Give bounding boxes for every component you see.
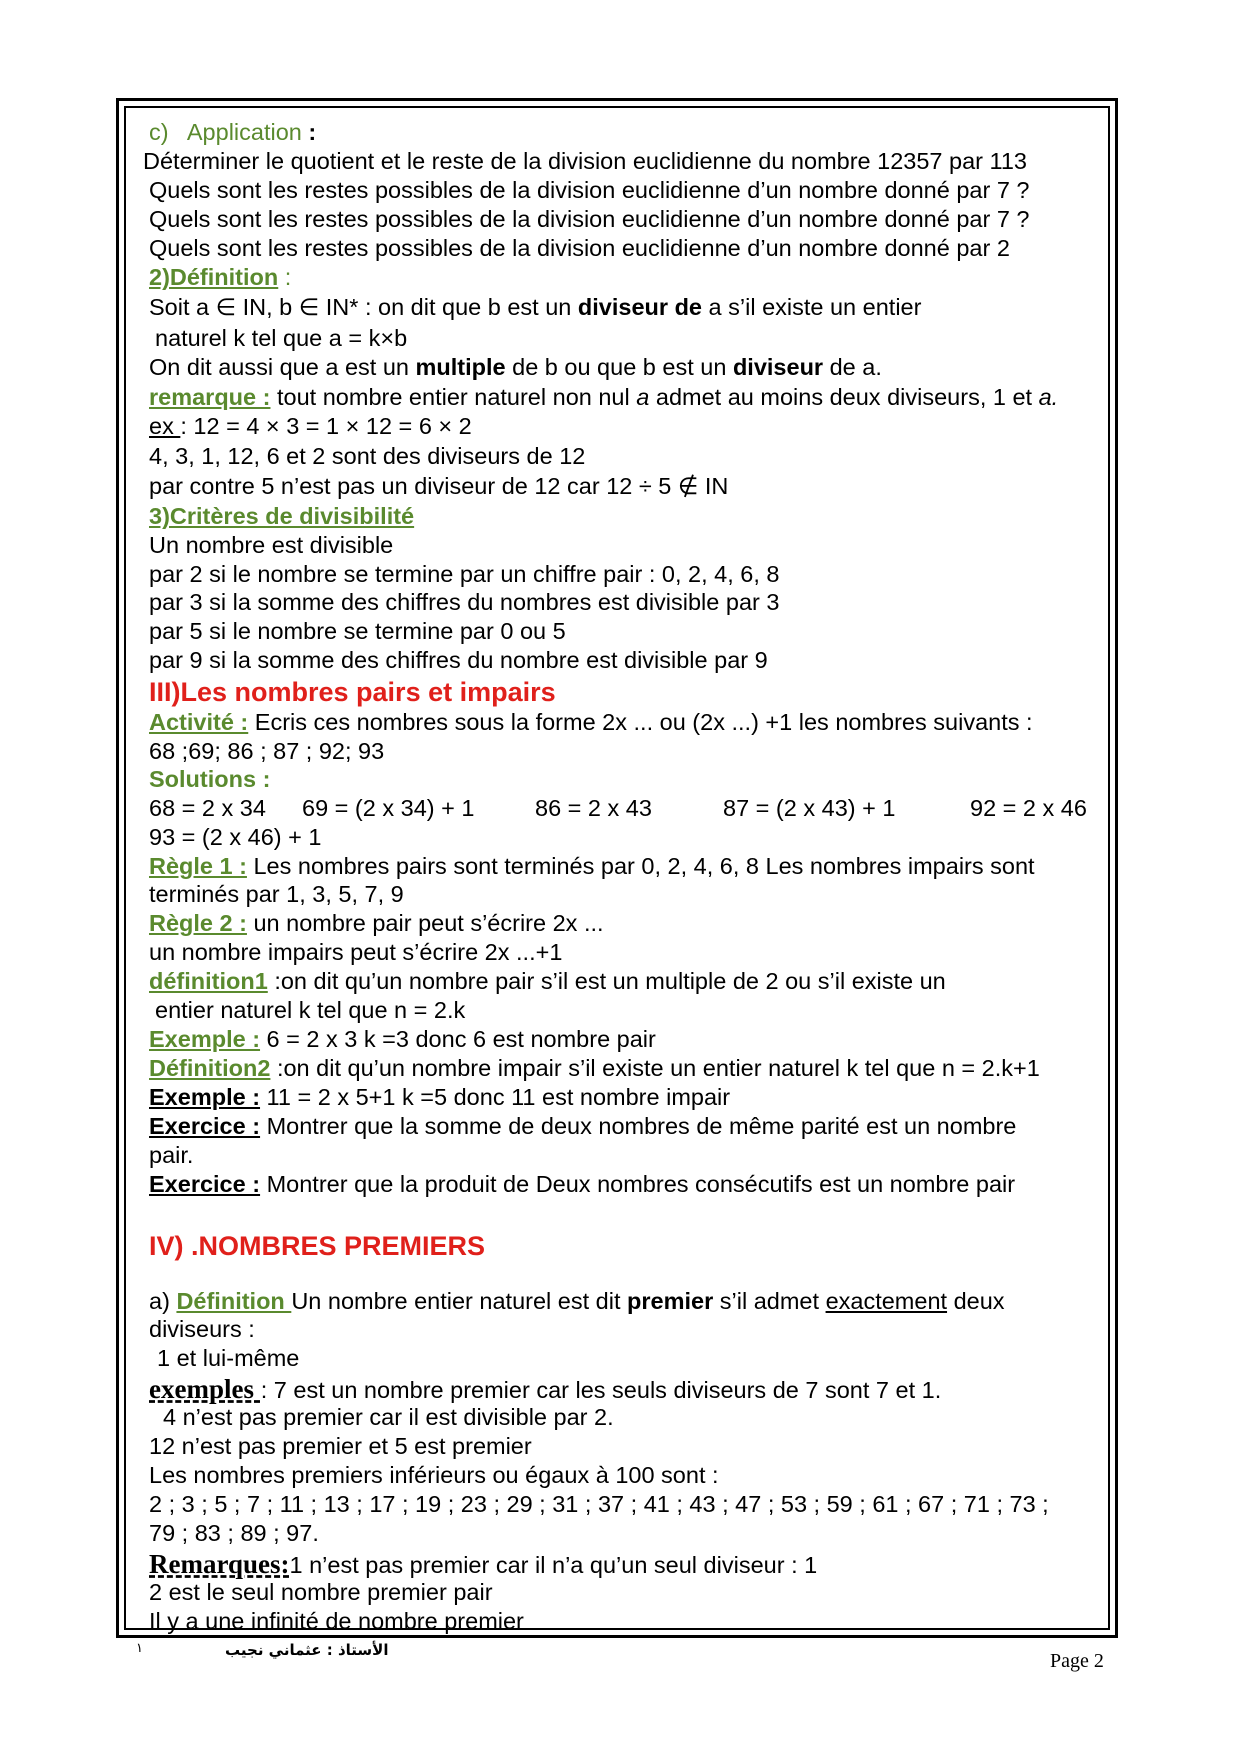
definition-line-2: naturel k tel que a = k×b [155,325,408,351]
solutions-row [0,794,1240,823]
solution-68: 68 = 2 x 34 [149,795,266,821]
example-odd: Exemple : 11 = 2 x 5+1 k =5 donc 11 est nombre impair [149,1084,731,1110]
prime-definition-line-1: a) Définition Un nombre entier naturel est dit premier s’il admet exactement deux [149,1288,1005,1314]
definition1-line-2: entier naturel k tel que n = 2.k [155,997,466,1023]
solutions-heading: Solutions : [149,766,271,792]
footer-page-number: Page 2 [1050,1650,1104,1672]
definition-line-1: Soit a ∈ IN, b ∈ IN* : on dit que b est un diviseur de a s’il existe un entier [149,294,922,320]
rule-2-line-1: Règle 2 : un nombre pair peut s’écrire 2x ... [149,910,604,936]
remarks-line-1: Remarques:1 n’est pas premier car il n’a qu’un seul diviseur : 1 [149,1549,818,1579]
example-line-2: 4, 3, 1, 12, 6 et 2 sont des diviseurs de 12 [149,443,586,469]
footer-arabic-number: ١ [136,1641,143,1656]
section-3-heading: III)Les nombres pairs et impairs [149,677,556,707]
application-heading: c) Application : [149,119,317,145]
solution-92: 92 = 2 x 46 [970,795,1087,821]
criteria-line-5: par 9 si la somme des chiffres du nombre est divisible par 9 [149,647,768,673]
primes-list-line-1: 2 ; 3 ; 5 ; 7 ; 11 ; 13 ; 17 ; 19 ; 23 ; 29 ; 31 ; 37 ; 41 ; 43 ; 47 ; 53 ; 59 ; 61 ; 67 ; 71 ; 73 ; [149,1491,1049,1517]
solution-69: 69 = (2 x 34) + 1 [302,795,475,821]
definition-heading: 2)Définition : [149,264,292,290]
solution-86: 86 = 2 x 43 [535,795,652,821]
prime-definition-line-3: 1 et lui-même [157,1345,300,1371]
prime-definition-line-2: diviseurs : [149,1316,255,1342]
rule-1-line-1: Règle 1 : Les nombres pairs sont terminés par 0, 2, 4, 6, 8 Les nombres impairs sont [149,853,1035,879]
application-line-2: Quels sont les restes possibles de la division euclidienne d’un nombre donné par 7 ? [149,177,1030,203]
criteria-line-3: par 3 si la somme des chiffres du nombres est divisible par 3 [149,589,780,615]
criteria-line-4: par 5 si le nombre se termine par 0 ou 5 [149,618,566,644]
prime-examples-line-1: exemples : 7 est un nombre premier car les seuls diviseurs de 7 sont 7 et 1. [149,1374,942,1404]
criteria-line-1: Un nombre est divisible [149,532,394,558]
remarks-line-3: Il y a une infinité de nombre premier [149,1608,524,1634]
example-line-3: par contre 5 n’est pas un diviseur de 12 car 12 ÷ 5 ∉ IN [149,473,729,499]
criteria-line-2: par 2 si le nombre se termine par un chiffre pair : 0, 2, 4, 6, 8 [149,561,780,587]
exercise-2-line: Exercice : Montrer que la produit de Deux nombres consécutifs est un nombre pair [149,1171,1016,1197]
prime-examples-line-4: Les nombres premiers inférieurs ou égaux à 100 sont : [149,1462,719,1488]
rule-1-line-2: terminés par 1, 3, 5, 7, 9 [149,881,404,907]
prime-examples-line-2: 4 n’est pas premier car il est divisible par 2. [163,1404,614,1430]
application-line-4: Quels sont les restes possibles de la division euclidienne d’un nombre donné par 2 [149,235,1010,261]
activity-numbers: 68 ;69; 86 ; 87 ; 92; 93 [149,738,385,764]
definition-line-3: On dit aussi que a est un multiple de b ou que b est un diviseur de a. [149,354,882,380]
exercise-1-line-1: Exercice : Montrer que la somme de deux nombres de même parité est un nombre [149,1113,1017,1139]
definition1-line-1: définition1 :on dit qu’un nombre pair s’il est un multiple de 2 ou s’il existe un [149,968,946,994]
primes-list-line-2: 79 ; 83 ; 89 ; 97. [149,1520,319,1546]
exercise-1-line-2: pair. [149,1142,194,1168]
section-4-heading: IV) .NOMBRES PREMIERS [149,1231,486,1261]
criteria-heading: 3)Critères de divisibilité [149,503,415,529]
example-even: Exemple : 6 = 2 x 3 k =3 donc 6 est nombre pair [149,1026,656,1052]
definition2-line: Définition2 :on dit qu’un nombre impair s’il existe un entier naturel k tel que n = 2.k+1 [149,1055,1040,1081]
solution-87: 87 = (2 x 43) + 1 [723,795,896,821]
prime-examples-line-3: 12 n’est pas premier et 5 est premier [149,1433,532,1459]
activity-line: Activité : Ecris ces nombres sous la forme 2x ... ou (2x ...) +1 les nombres suivants : [149,709,1033,735]
example-line-1: ex : 12 = 4 × 3 = 1 × 12 = 6 × 2 [149,413,472,439]
footer-teacher-name: الأستاذ : عثماني نجيب [225,1641,389,1659]
solution-93: 93 = (2 x 46) + 1 [149,824,322,850]
application-line-3: Quels sont les restes possibles de la division euclidienne d’un nombre donné par 7 ? [149,206,1030,232]
application-line-1: Déterminer le quotient et le reste de la division euclidienne du nombre 12357 par 113 [143,148,1027,174]
remark-line: remarque : tout nombre entier naturel non nul a admet au moins deux diviseurs, 1 et a. [149,384,1059,410]
rule-2-line-2: un nombre impairs peut s’écrire 2x ...+1 [149,939,563,965]
remarks-line-2: 2 est le seul nombre premier pair [149,1579,493,1605]
